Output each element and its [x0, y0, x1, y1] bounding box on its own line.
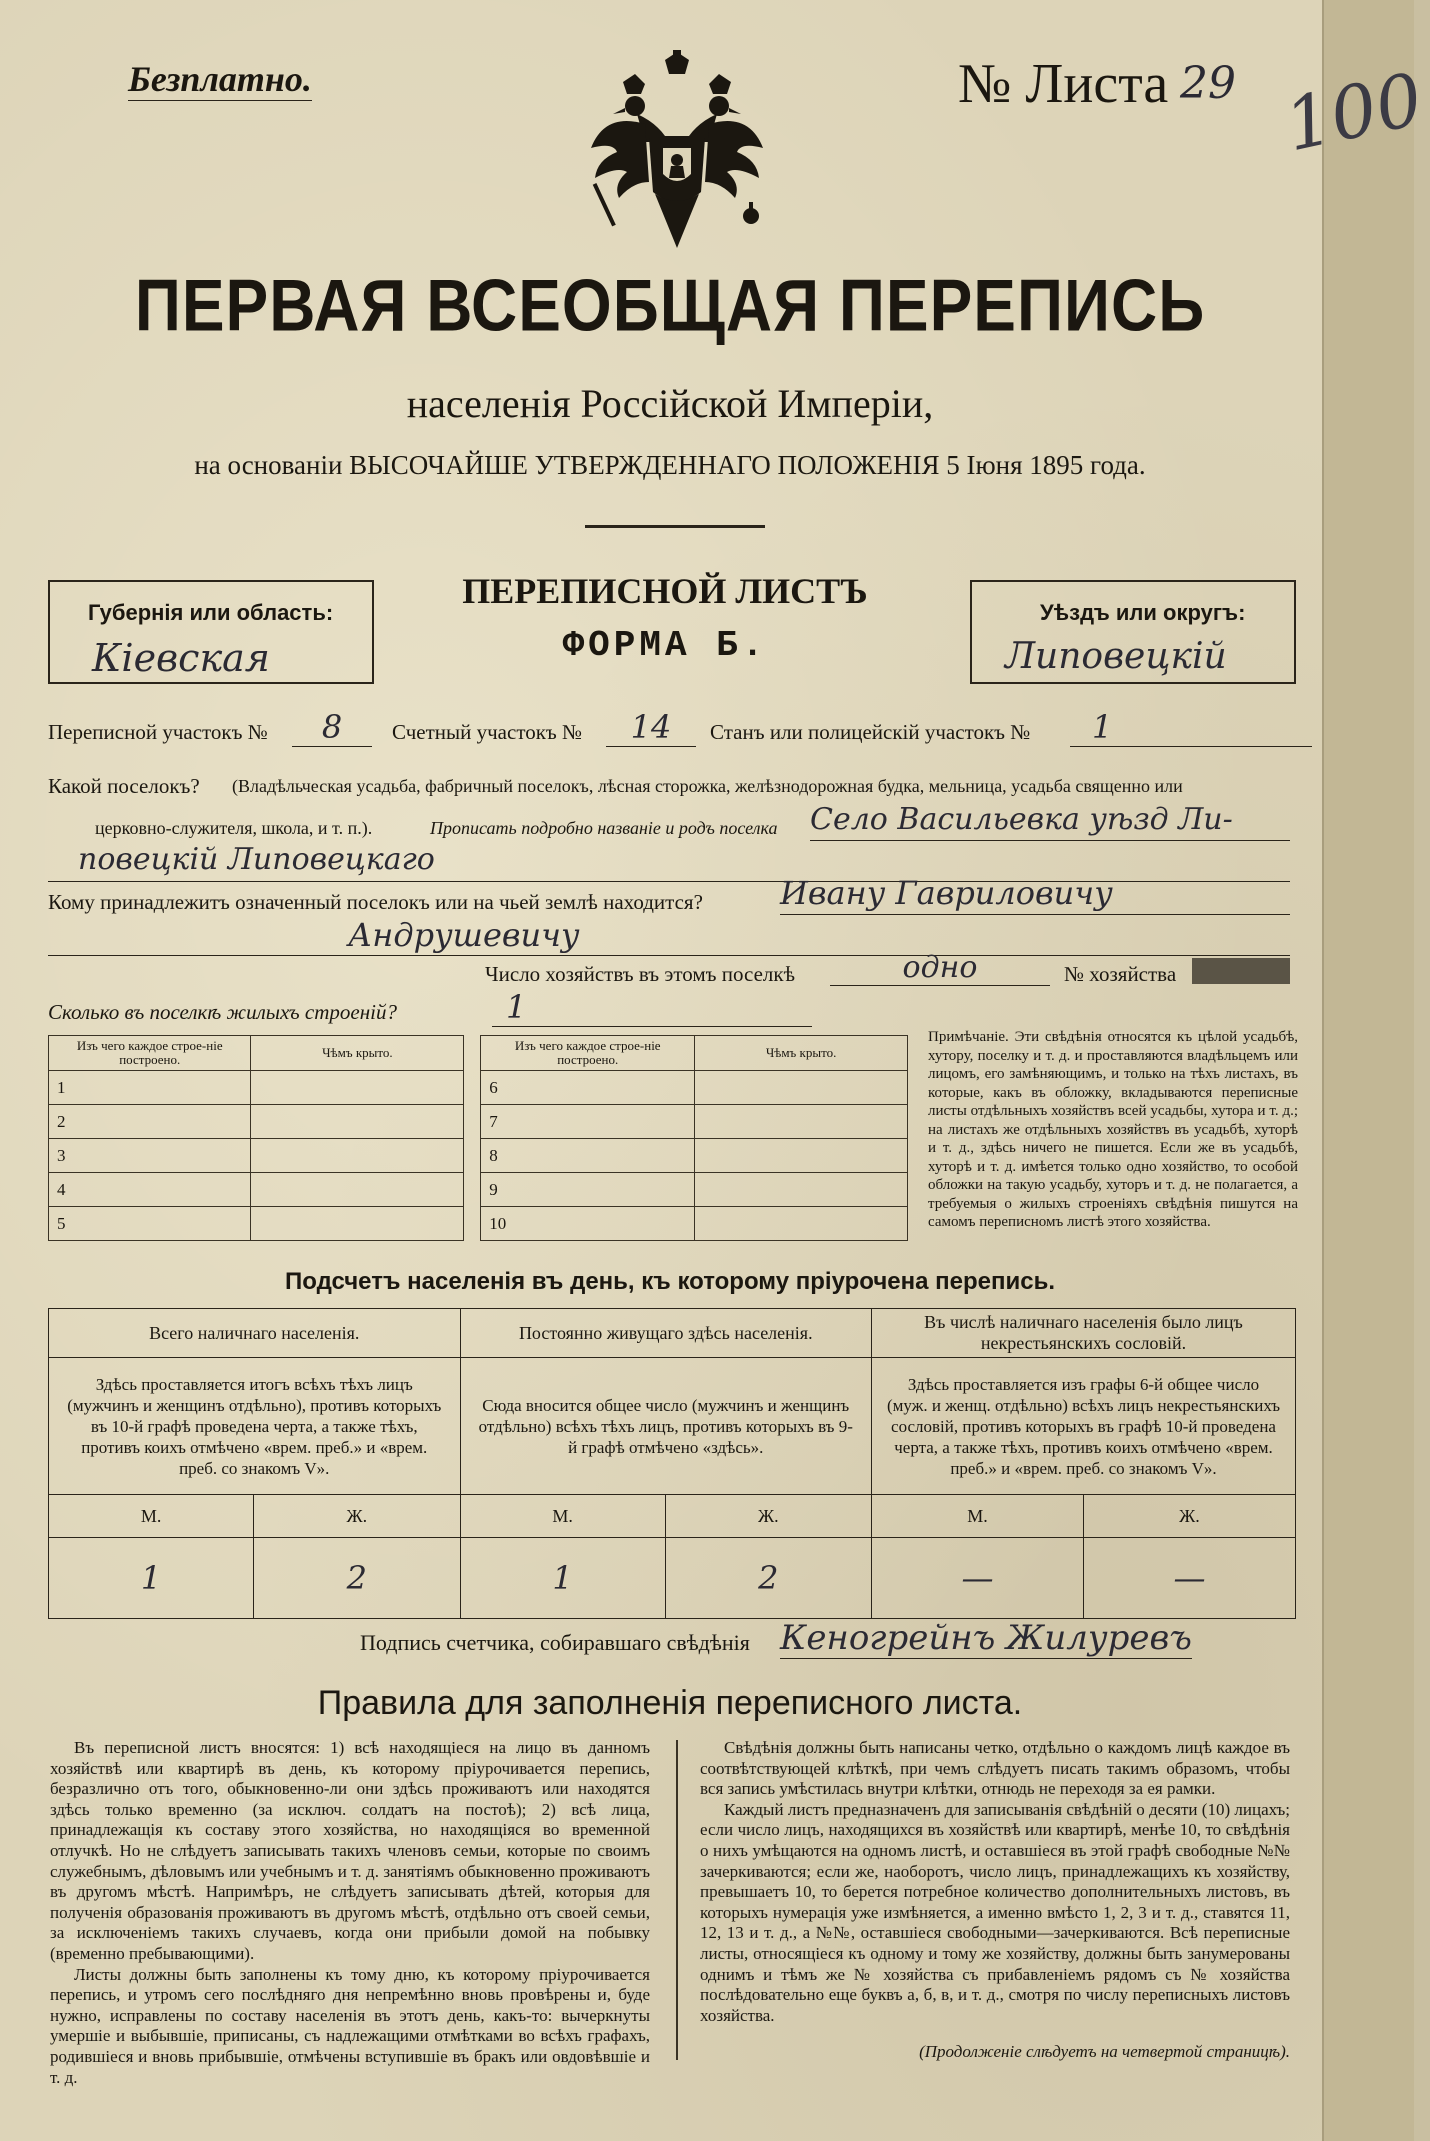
table-cell: 5 — [49, 1207, 251, 1241]
rules-column-left — [50, 1738, 650, 2088]
uezd-label: Уѣздъ или округъ: — [1040, 600, 1246, 625]
rules-paragraph: Листы должны быть заполнены къ тому дню, къ которому пріурочивается перепись, и утромъ сего послѣдняго дня непремѣнно вновь провѣрены и, буде нужно, исправлены по составу населенія въ этотъ день, какъ-то: вычеркнуты умершіе и выбывшіе, приписаны, съ надлежащими отмѣтками во всѣхъ графахъ, родившіеся и вновь прибывшіе, отмѣчены вступившіе въ бракъ или овдовѣвшіе и т. д. — [50, 1964, 650, 2087]
police-district-label: Станъ или полицейскій участокъ № — [710, 720, 1031, 744]
buildings-table — [48, 1035, 908, 1241]
rules-paragraph: Каждый листъ предназначенъ для записыванія свѣдѣній о десяти (10) лицахъ; если число лицъ, находящихся въ хозяйствѣ или квартирѣ, менѣе 10, то свѣдѣнія о нихъ умѣщаются на одномъ листѣ, и оставшіеся въ этой графѣ свободные №№ зачеркиваются; если же, наоборотъ, число лицъ, принадлежащихъ къ хозяйству, превышаетъ 10, то берется потребное количество дополнительныхъ листовъ, въ которыхъ нумерація уже измѣняется, а именно вмѣсто 1, 2, 3 и т. д., ставятся 11, 12, 13 и т. д., а №№, оставшіеся свободными—зачеркиваются. Всѣ переписные листы, относящіеся къ одному и тому же хозяйству, должны быть занумерованы однимъ и тѣмъ же № хозяйства съ прибавленіемъ рядомъ съ № хозяйства послѣдовательно еще буквъ а, б, в, и т. д., смотря по числу переписныхъ листовъ хозяйства. — [700, 1799, 1290, 2025]
page-subtitle: населенія Россійской Имперіи, — [406, 381, 934, 426]
page-title: ПЕРВАЯ ВСЕОБЩАЯ ПЕРЕПИСЬ — [134, 263, 1206, 347]
households-label: Число хозяйствъ въ этомъ поселкѣ — [485, 962, 795, 986]
table-cell: 2 — [49, 1105, 251, 1139]
divider — [585, 525, 765, 528]
nonpeasant-population-desc: Здѣсь проставляется изъ графы 6-й общее число (муж. и женщ. отдѣльно) всѣхъ лицъ некрестьянскихъ сословій, противъ которыхъ въ графѣ 10-й проведена черта, а также тѣхъ, противъ коихъ отмѣчено «врем. преб.» и «врем. преб. со знакомъ V». — [872, 1358, 1296, 1495]
settlement-hint-2: церковно-служителя, школа, и т. п.). — [95, 818, 373, 838]
table-row — [49, 1071, 908, 1105]
owner-value-2: Андрушевичу — [48, 916, 1290, 956]
resident-population-desc: Сюда вносится общее число (мужчинъ и женщинъ отдѣльно) всѣхъ тѣхъ лицъ, противъ которыхъ въ 9-й графѣ отмѣчено «здѣсь». — [460, 1358, 872, 1495]
table-cell: 6 — [481, 1071, 695, 1105]
buildings-col-roof-right: Чѣмъ крыто. — [695, 1036, 908, 1071]
nonpeasant-female-value: — — [1083, 1538, 1295, 1619]
buildings-label: Сколько въ поселкѣ жилыхъ строеній? — [48, 1000, 397, 1024]
table-cell: 9 — [481, 1173, 695, 1207]
male-label: М. — [872, 1495, 1084, 1538]
form-subtitle: ФОРМА Б. — [562, 625, 768, 666]
table-row — [49, 1139, 908, 1173]
gubernia-label: Губернія или область: — [88, 600, 334, 625]
male-label: М. — [49, 1495, 254, 1538]
table-cell: 10 — [481, 1207, 695, 1241]
present-female-value: 2 — [254, 1538, 460, 1619]
count-district-label: Счетный участокъ № — [392, 720, 583, 744]
nonpeasant-male-value: — — [872, 1538, 1084, 1619]
free-label: Безплатно. — [128, 59, 312, 99]
household-number-value — [1192, 958, 1290, 984]
household-number-label: № хозяйства — [1064, 962, 1177, 986]
rules-column-right — [700, 1738, 1290, 2026]
owner-question: Кому принадлежитъ означенный поселокъ или на чьей землѣ находится? — [48, 890, 703, 914]
continued-note: (Продолженіе слѣдуетъ на четвертой страницѣ). — [919, 2042, 1290, 2061]
margin-number: 100 — [1277, 56, 1430, 168]
census-district-label: Переписной участокъ № — [48, 720, 268, 744]
note-text: Примѣчаніе. Эти свѣдѣнія относятся къ цѣлой усадьбѣ, хутору, поселку и т. д. и проставляются владѣльцемъ или лицомъ, его замѣняющимъ, и только на тѣхъ листахъ, въ которые, какъ въ обложку, вкладываются переписные листы отдѣльныхъ хозяйствъ всей усадьбы, хутора и т. д.; на листахъ же отдѣльныхъ хозяйствъ въ усадьбѣ, хуторѣ и т. д., здѣсь ничего не пишется. Если же въ усадьбѣ, хуторѣ и т. д. имѣется только одно хозяйство, то особой обложки на такую усадьбу, хуторъ и т. д. не полагается, а требуемыя о жилыхъ строеніяхъ свѣдѣнія пишутся на самомъ переписномъ листѣ этого хозяйства. — [928, 1029, 1298, 1230]
population-table — [48, 1308, 1296, 1619]
sheet-number-value: 29 — [1180, 58, 1236, 109]
signature-value: Кеногрейнъ Жилуревъ — [780, 1618, 1192, 1658]
present-population-desc: Здѣсь проставляется итогъ всѣхъ тѣхъ лицъ (мужчинъ и женщинъ отдѣльно), противъ которыхъ въ 10-й графѣ проведена черта, а также тѣхъ, противъ коихъ отмѣчено «врем. преб.» и «врем. преб. со знакомъ V». — [49, 1358, 461, 1495]
sheet-number-label: № Листа — [958, 53, 1169, 115]
rules-title: Правила для заполненія переписного листа. — [317, 1684, 1023, 1722]
owner-value-1: Ивану Гавриловичу — [780, 874, 1290, 915]
table-cell: 4 — [49, 1173, 251, 1207]
buildings-value: 1 — [492, 988, 812, 1027]
rules-paragraph: Въ переписной листъ вносятся: 1) всѣ находящіеся на лицо въ данномъ хозяйствѣ или квартирѣ въ день, къ которому пріурочивается перепись, безразлично отъ того, обыкновенно-ли они здѣсь проживаютъ или находятся здѣсь только временно (за исключ. солдатъ на постоѣ); 2) всѣ лица, принадлежащія къ составу этого хозяйства, но находящіяся во временной отлучкѣ. Но не слѣдуетъ записывать такихъ членовъ семьи, которые по своимъ служебнымъ, дѣловымъ или учебнымъ и т. д. занятіямъ обыкновенно проживаютъ въ другомъ мѣстѣ. Напримѣръ, не слѣдуетъ записывать дѣтей, которыя для полученія образованія проживаютъ въ другомъ мѣстѣ, отдѣльно отъ своей семьи, за исключеніемъ такихъ случаевъ, когда они прибыли домой на побывку (временно пребывающими). — [50, 1738, 650, 1963]
buildings-col-material-left: Изъ чего каждое строе-ніе построено. — [49, 1036, 251, 1071]
present-population-header: Всего наличнаго населенія. — [49, 1309, 461, 1358]
table-row — [49, 1207, 908, 1241]
table-cell: 8 — [481, 1139, 695, 1173]
settlement-value-2: повецкій Липовецкаго — [48, 842, 1290, 882]
signature-label: Подпись счетчика, собиравшаго свѣдѣнія — [360, 1630, 750, 1655]
buildings-col-roof-left: Чѣмъ крыто. — [251, 1036, 464, 1071]
buildings-col-material-right: Изъ чего каждое строе-ніе построено. — [481, 1036, 695, 1071]
table-row — [49, 1105, 908, 1139]
households-value: одно — [830, 950, 1050, 986]
settlement-instruction: Прописать подробно названіе и родъ поселка — [430, 818, 778, 838]
female-label: Ж. — [254, 1495, 460, 1538]
female-label: Ж. — [665, 1495, 871, 1538]
column-divider — [676, 1740, 678, 2060]
resident-population-header: Постоянно живущаго здѣсь населенія. — [460, 1309, 872, 1358]
female-label: Ж. — [1083, 1495, 1295, 1538]
resident-female-value: 2 — [665, 1538, 871, 1619]
table-cell: 1 — [49, 1071, 251, 1105]
settlement-question: Какой поселокъ? — [48, 774, 200, 798]
rules-paragraph: Свѣдѣнія должны быть написаны четко, отдѣльно о каждомъ лицѣ каждое въ соотвѣтствующей клѣткѣ, при чемъ слѣдуетъ писать такимъ образомъ, чтобы вся запись умѣстилась внутри клѣтки, отнюдь не переходя за ея рамки. — [700, 1738, 1290, 1799]
legal-basis: на основаніи ВЫСОЧАЙШЕ УТВЕРЖДЕННАГО ПОЛОЖЕНІЯ 5 Іюня 1895 года. — [194, 450, 1146, 480]
double-headed-eagle-icon — [585, 52, 770, 252]
gubernia-value: Кіевская — [92, 636, 270, 680]
table-row — [49, 1173, 908, 1207]
form-title: ПЕРЕПИСНОЙ ЛИСТЪ — [462, 571, 868, 611]
present-male-value: 1 — [49, 1538, 254, 1619]
population-title: Подсчетъ населенія въ день, къ которому пріурочена перепись. — [285, 1268, 1055, 1295]
nonpeasant-population-header: Въ числѣ наличнаго населенія было лицъ некрестьянскихъ сословій. — [872, 1309, 1296, 1358]
settlement-value-1: Село Васильевка уѣзд Ли- — [810, 802, 1290, 841]
count-district-value: 14 — [606, 708, 696, 747]
census-district-value: 8 — [292, 708, 372, 747]
table-cell: 7 — [481, 1105, 695, 1139]
male-label: М. — [460, 1495, 665, 1538]
resident-male-value: 1 — [460, 1538, 665, 1619]
table-cell: 3 — [49, 1139, 251, 1173]
police-district-value: 1 — [1070, 708, 1312, 747]
uezd-value: Липовецкій — [1005, 636, 1227, 677]
settlement-hint-1: (Владѣльческая усадьба, фабричный поселокъ, лѣсная сторожка, желѣзнодорожная будка, мельница, усадьба священно или — [232, 776, 1183, 796]
